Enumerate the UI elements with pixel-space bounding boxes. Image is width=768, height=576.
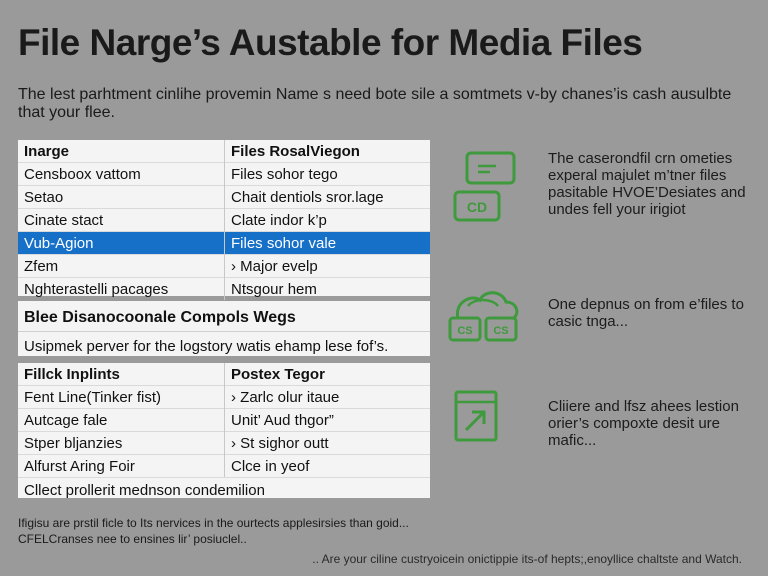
table-row[interactable] — [18, 163, 430, 186]
table-cell: Nghterastelli pacages — [18, 278, 225, 301]
cloud-icon — [444, 284, 524, 346]
table-cell: Alfurst Aring Foir — [18, 455, 225, 478]
footer-line-1: Ifigisu are prstil ficle to Its nervices in the ourtects applesirsies than goid... — [18, 516, 409, 530]
side-text-3: Cliiere and lfsz ahees lestion orier’s compoxte desit ure mafic... — [548, 398, 739, 449]
table-cell: Fent Line(Tinker fist) — [18, 386, 225, 409]
export-icon — [452, 388, 500, 444]
column-header-files[interactable]: Files RosalViegon — [225, 140, 431, 163]
table-cell: Chait dentiols sror.lage — [225, 186, 431, 209]
table-row[interactable] — [18, 409, 430, 432]
fix-table — [18, 363, 430, 477]
fix-footer-row[interactable]: Cllect prollerit mednson condemilion — [18, 477, 430, 503]
page-title: File Narge’s Austable for Media Files — [18, 22, 643, 63]
table-row[interactable] — [18, 186, 430, 209]
column-header-postex[interactable]: Postex Tegor — [225, 363, 431, 386]
note-body: Usipmek perver for the logstory watis ehamp lese fof’s. — [24, 338, 389, 355]
column-header-image[interactable]: Inarge — [24, 142, 70, 160]
intro-text: The lest parhtment cinlihe provemin Name s need bote sile a somtmets v-by chanes’is cash ausulbte that your flee. — [18, 86, 732, 121]
side-text-1: The caserondfil crn ometies experal majulet m’tner files pasitable HVOE’Desiates and undes fell your irigiot — [548, 150, 746, 218]
table-cell: Ntsgour hem — [225, 278, 431, 301]
table-cell: Cinate stact — [18, 209, 225, 232]
footer-line-2: CFELCranses nee to ensines lir’ posiuclel.. — [18, 532, 247, 546]
table-cell: Clate indor k’p — [225, 209, 431, 232]
table-cell: Vub-Agion — [18, 232, 225, 255]
table-cell: Zfem — [18, 255, 225, 278]
files-table — [18, 140, 430, 300]
cd-icon — [452, 150, 518, 226]
column-header-fix[interactable]: Fillck Inplints — [24, 365, 120, 383]
table-cell: Censboox vattom — [18, 163, 225, 186]
table-cell: Clce in yeof — [225, 455, 431, 478]
table-row[interactable] — [18, 209, 430, 232]
table-cell: › Zarlc olur itaue — [225, 386, 431, 409]
table-cell: Autcage fale — [18, 409, 225, 432]
note-panel — [18, 301, 430, 356]
table-row[interactable] — [18, 455, 430, 478]
table-row[interactable] — [18, 255, 430, 278]
side-text-2: One depnus on from e’files to casic tnga... — [548, 296, 744, 330]
table-row-selected[interactable] — [18, 232, 430, 255]
table-cell: Unit’ Aud thgor” — [225, 409, 431, 432]
table-cell: › St sighor outt — [225, 432, 431, 455]
table-cell: Files sohor vale — [225, 232, 431, 255]
table-cell: Files sohor tego — [225, 163, 431, 186]
fix-panel — [18, 363, 430, 498]
table-header-row — [18, 363, 430, 386]
caption: .. Are your ciline custryoicein onictippie its-of hepts;,enoyllice chaltste and Watch. — [312, 552, 742, 566]
table-row[interactable] — [18, 386, 430, 409]
table-cell: Stper bljanzies — [18, 432, 225, 455]
cd-icon-label: CD — [466, 199, 488, 215]
table-header-row — [18, 140, 430, 163]
note-heading: Blee Disanocoonale Compols Wegs — [18, 301, 430, 332]
table-cell: › Major evelp — [225, 255, 431, 278]
files-panel — [18, 140, 430, 296]
cloud-icon-label-right: CS — [493, 325, 509, 337]
table-cell: Setao — [18, 186, 225, 209]
cloud-icon-label-left: CS — [457, 325, 473, 337]
table-row[interactable] — [18, 278, 430, 301]
table-row[interactable] — [18, 432, 430, 455]
